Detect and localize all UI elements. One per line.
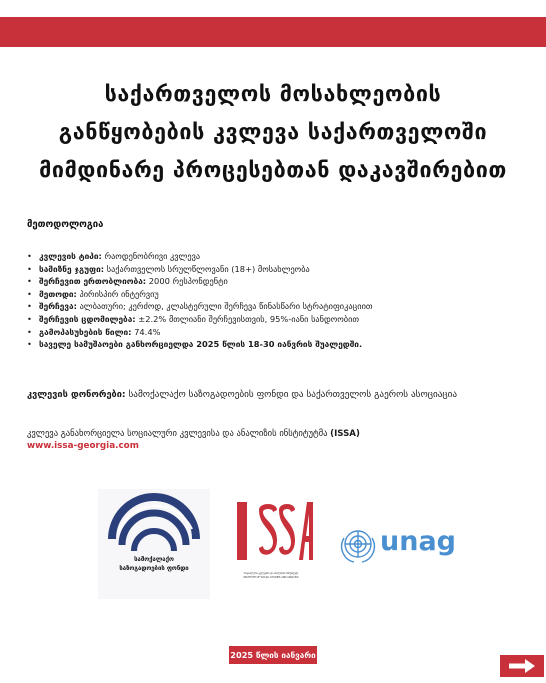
civil-society-fund-emblem: [98, 489, 210, 599]
methodology-list: [27, 250, 527, 351]
wordmark-line: საზოგადოების ფონდი: [119, 565, 189, 572]
item-label: შერჩევის ცდომილება:: [39, 313, 136, 324]
item-value: 2000 რესპონდენტი: [146, 276, 228, 287]
list-item: [27, 275, 527, 288]
unag-logo: [336, 520, 456, 568]
item-value: 74.4%: [131, 326, 161, 337]
issa-caption: [229, 572, 313, 580]
item-value: რაოდენობრივი კვლევა: [101, 251, 201, 261]
list-item: [27, 300, 527, 313]
donors-paragraph: [27, 388, 507, 402]
issa-logo: [229, 496, 313, 588]
civil-society-fund-wordmark: [98, 555, 210, 573]
next-page-button[interactable]: [500, 655, 544, 677]
implementer-paragraph: [27, 428, 517, 441]
top-accent-bar: [0, 17, 546, 47]
date-badge: 2025 წლის იანვარი: [229, 646, 317, 664]
list-item: [27, 326, 527, 339]
item-value: საქართველოს სრულწლოვანი (18+) მოსახლეობა: [104, 263, 310, 274]
methodology-heading: მეთოდოლოგია: [27, 219, 104, 230]
item-label: შერჩევა:: [39, 301, 77, 312]
title-line: განწყობების კვლევა საქართველოში: [58, 120, 488, 145]
title-line: მიმდინარე პროცესებთან დაკავშირებით: [39, 158, 507, 183]
item-label: მეთოდი:: [39, 288, 77, 299]
item-value: ±2.2% მთლიანი შერჩევისთვის, 95%-იანი სანდოობით: [135, 313, 360, 324]
caption-line: INSTITUTE OF SOCIAL STUDIES AND ANALYSIS: [243, 576, 299, 579]
list-item: [27, 263, 527, 276]
list-item: [27, 288, 527, 301]
item-label: სამიზნე ჯგუფი:: [39, 263, 105, 274]
item-value: პირისპირ ინტერვიუ: [76, 288, 159, 299]
title-line: საქართველოს მოსახლეობის: [104, 82, 442, 107]
issa-mark: [229, 496, 313, 568]
item-value: ალბათური; კერძოდ, კლასტერული შერჩევა წინასწარი სტრატიფიკაციით: [76, 301, 373, 312]
caption-line: სოციალური კვლევისა და ანალიზის ინსტიტუტი: [243, 572, 299, 575]
list-item: [27, 313, 527, 326]
implementer-text: კვლევა განახორციელა სოციალური კვლევისა და ანალიზის ინსტიტუტმა: [27, 429, 331, 439]
wordmark-line: სამოქალაქო: [134, 556, 174, 563]
item-label: გამოპასუხების წილი:: [39, 326, 132, 337]
website-link[interactable]: www.issa-georgia.com: [27, 441, 139, 451]
donors-text: სამოქალაქო საზოგადოების ფონდი და საქართველოს გაეროს ასოციაცია: [125, 389, 458, 400]
donors-label: კვლევის დონორები:: [27, 389, 126, 400]
list-item: [27, 250, 527, 263]
item-label: საველე სამუშაოები განხორციელდა 2025 წლის 18-30 იანვრის შუალედში.: [39, 339, 363, 350]
item-label: შერჩევით ერთობლიობა:: [39, 276, 147, 287]
arrow-right-icon: [508, 659, 536, 673]
unag-wordmark: unag: [380, 526, 456, 557]
list-item: [27, 338, 527, 351]
item-label: კვლევის ტიპი:: [39, 251, 102, 261]
civil-society-fund-logo: [98, 489, 210, 599]
implementer-org: (ISSA): [330, 429, 360, 439]
page-title: [20, 76, 526, 190]
